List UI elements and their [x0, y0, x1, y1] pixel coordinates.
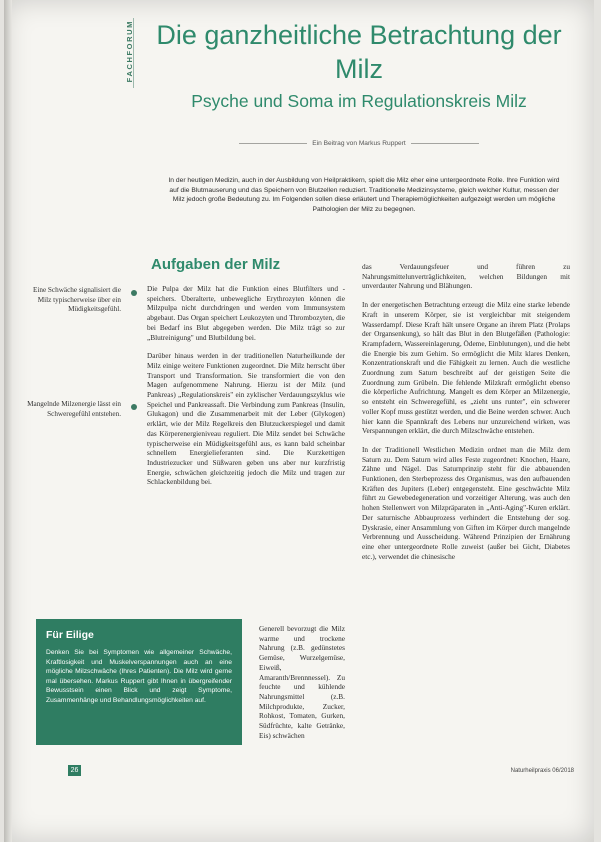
body-paragraph: Die Pulpa der Milz hat die Funktion eines Blutfilters und -speichers. Überalterte, unbewegliche Erythrozyten können die Milzpulpa nicht durchdringen und werden vom Immunsystem abgebaut. Das Organ speichert Leukozyten und Thrombozyten, die bei Bedarf ins Blut abgegeben werden. Die Milz trägt so zur „Blutreinigung" und Blutbildung bei. — [147, 284, 345, 342]
margin-note-bullet-1 — [131, 290, 137, 296]
section-label: FACHFORUM — [125, 20, 134, 83]
body-paragraph: das Verdauungsfeuer und führen zu Nahrungsmittelunverträglichkeiten, welchen Bildungen mit unverdauter Nahrung und Blähungen. — [362, 262, 570, 291]
margin-note-1: Eine Schwäche signalisiert die Milz typischerweise über ein Müdigkeitsgefühl. — [32, 286, 121, 313]
summary-box — [36, 619, 242, 745]
body-paragraph: In der Traditionell Westlichen Medizin ordnet man die Milz dem Saturn zu. Dem Saturn wird alles Feste zugeordnet: Knochen, Haare, Zähne und Nägel. Das Saturnprinzip steht für die abbauenden Funktionen, den Sterbeprozess des Organismus, was den aufbauenden Kräften des Jupiters (Leber) entgegensteht. Eine geschwächte Milz führt zu Gewebedegeneration und vorzeitiger Alterung, was auch den hohen Stellenwert von Milzpräparaten in „Anti-Aging"-Kuren erklärt. Der saturnische Abbauprozess verhindert die Entstehung der sog. Dyskrasie, einer Ansammlung von Giften im Körper durch mangelnde Verbrennung und Ausscheidung. Während Prinzipien der Ernährung eine eher untergeordnete Rolle zuweist (außer bei Gicht, Diabetes etc.), verwendet die chinesische — [362, 444, 570, 561]
margin-note-bullet-2 — [131, 404, 137, 410]
page-edge-shadow — [4, 0, 12, 842]
byline-text: Ein Beitrag von Markus Ruppert — [312, 140, 406, 147]
section-heading: Aufgaben der Milz — [151, 256, 281, 273]
margin-note-2: Mangelnde Milzenergie lässt ein Schweregefühl entstehen. — [27, 400, 121, 418]
page-number: 26 — [68, 765, 81, 776]
body-paragraph: Darüber hinaus werden in der traditionellen Naturheilkunde der Milz einige weitere Funktionen zugeordnet. Die Milz herrscht über Transport und Transformation. Sie transformiert die von den Magen aufgenommene Nahrung. Hierzu ist der Milz (und Pankreas) „Regulationskreis" ein zyklischer Verdauungszyklus wie Speichel und Pankreassaft. Die Verbindung zum Pankreas (Insulin, Glukagon) und die Zusammenarbeit mit der Leber (Glykogen) erklärt, wie der Milz Regelkreis den Blutzuckerspiegel und damit das Körperenergieniveau reguliert. Die Milz sendet bei Schwäche typischerweise ein Müdigkeitsgefühl aus, es kann bald scheinbar schnellem Energielieferanten sind. Die Kurzkettigen Industriezucker und Süßwaren geben uns aber nur kurzfristig Energie, schwächen gleichzeitig jedoch die Milz und tragen zur Schlackenbildung bei. — [147, 351, 345, 487]
intro-paragraph: In der heutigen Medizin, auch in der Ausbildung von Heilpraktikern, spielt die Milz eher eine untergeordnete Rolle. Ihre Funktion wird auf die Blutmauserung und das Speichern von Blutzellen reduziert. Traditionelle Medizinsysteme, gleich welcher Kultur, messen der Milz jedoch große Bedeutung zu. Im Folgenden sollen diese erläutert und Therapiemöglichkeiten aufgezeigt werden um mögliche Pathologien der Milz zu begegnen. — [168, 177, 560, 213]
article-subtitle: Psyche und Soma im Regulationskreis Milz — [191, 91, 527, 111]
body-paragraph: In der energetischen Betrachtung erzeugt die Milz eine starke lebende Kraft in unserem Körper, sie ist vergleichbar mit steigendem Wasserdampf. Diese Kraft hält unsere Organe an ihrem Platz (Prolaps der Organsenkung), so hält das Blut in den Blutgefäßen (Pathologie: Krampfadern, Wassereinlagerung, Ödeme, Einblutungen), und die hebt die Energie bis zum Gehirn. So ermöglicht die Milz klares Denken, Konzentrationskraft und die Fähigkeit zu lernen. Auch die westliche Zuordnung zum Saturn beschreibt auf der geistigen Seite die Zuordnung zum Grübeln. Die fehlende Milzkraft ermöglicht ebenso die körperliche Aufrichtung. Mangelt es dem Körper an Milzenergie, so entsteht ein Schweregefühl, es „zieht uns runter", ein schwerer voller Kopf muss gestützt werden, und die Beine werden schwer. Auch hier kann die Spannkraft des Lebens nur unzureichend wirken, was Verspannungen erklärt, die durch Milzschwäche entstehen. — [362, 300, 570, 436]
summary-box-title: Für Eilige — [46, 629, 94, 641]
article-title: Die ganzheitliche Betrachtung der Milz — [156, 20, 562, 84]
byline — [239, 140, 479, 147]
body-paragraph: Generell bevorzugt die Milz warme und trockene Nahrung (z.B. gedünstetes Gemüse, Wurzelgemüse, Eiweiß, Amaranth/Brennnessel). Zu feuchte und kühlende Nahrungsmittel (z.B. Milchprodukte, Zucker, Rohkost, Tomaten, Gurken, Südfrüchte, kalte Getränke, Eis) schwächen — [259, 624, 345, 740]
body-column-2 — [259, 624, 345, 740]
summary-box-text: Denken Sie bei Symptomen wie allgemeiner Schwäche, Kraftlosigkeit und Muskelverspannungen auch an eine mögliche Milzschwäche (Ihres Patienten). Die Milz wird gerne mal übersehen. Markus Ruppert gibt Ihnen in übergreifender Bewusstsein einen Blick und zeigt Symptome, Zusammenhänge und Behandlungsmöglichkeiten auf. — [46, 649, 232, 704]
publication-footer: Naturheilpraxis 06/2018 — [510, 768, 574, 774]
byline-rule-left — [239, 143, 307, 144]
body-column-3 — [362, 262, 570, 561]
body-column-1 — [147, 284, 345, 487]
byline-rule-right — [411, 143, 479, 144]
page-sheet — [4, 0, 594, 842]
